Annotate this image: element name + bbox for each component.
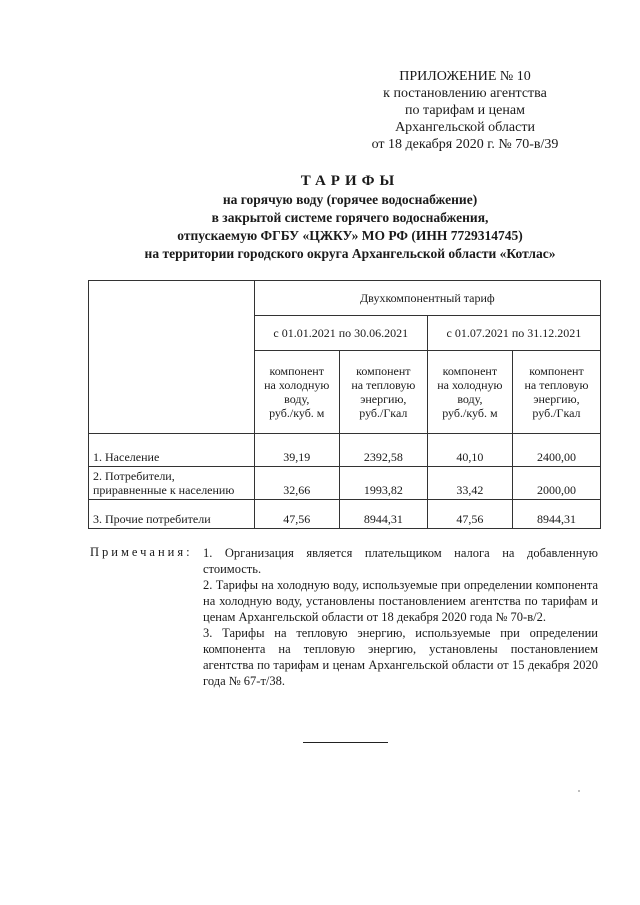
appendix-ref-line: к постановлению агентства bbox=[383, 86, 547, 101]
component-heat-header: компонент на тепловую энергию, руб./Гкал bbox=[339, 351, 427, 434]
appendix-block bbox=[340, 68, 590, 153]
tariff-value: 2400,00 bbox=[512, 434, 600, 467]
period-header: с 01.07.2021 по 31.12.2021 bbox=[427, 316, 600, 351]
title-line: на территории городского округа Архангельской области «Котлас» bbox=[144, 246, 556, 261]
note-item: 1. Организация является плательщиком налога на добавленную стоимость. bbox=[203, 546, 598, 576]
tariff-value: 2000,00 bbox=[512, 467, 600, 500]
tariff-value: 1993,82 bbox=[339, 467, 427, 500]
period-header: с 01.01.2021 по 30.06.2021 bbox=[254, 316, 427, 351]
tariff-value: 40,10 bbox=[427, 434, 512, 467]
appendix-number: ПРИЛОЖЕНИЕ № 10 bbox=[399, 69, 531, 84]
scan-speck bbox=[578, 790, 580, 792]
table-row bbox=[89, 467, 601, 500]
row-category: 1. Население bbox=[89, 434, 255, 467]
tariff-value: 47,56 bbox=[254, 500, 339, 529]
tariff-value: 2392,58 bbox=[339, 434, 427, 467]
appendix-ref-line: по тарифам и ценам bbox=[405, 103, 525, 118]
document-title bbox=[60, 172, 640, 263]
table-row bbox=[89, 500, 601, 529]
note-item: 2. Тарифы на холодную воду, используемые при определении компонента на холодную воду, установлены постановлением агентства по тарифам и ценам Архангельской области от 18 декабря 2020 года № 70-в/2. bbox=[203, 578, 598, 624]
title-line: отпускаемую ФГБУ «ЦЖКУ» МО РФ (ИНН 7729314745) bbox=[177, 228, 523, 243]
tariff-value: 32,66 bbox=[254, 467, 339, 500]
appendix-ref-line: Архангельской области bbox=[395, 120, 535, 135]
note-item: 3. Тарифы на тепловую энергию, используемые при определении компонента на тепловую энергию, установлены постановлением агентства по тарифам и ценам Архангельской области от 15 декабря 2020 года № 67-т/38. bbox=[203, 626, 598, 688]
tariff-type-header: Двухкомпонентный тариф bbox=[254, 281, 600, 316]
notes-label: Примечания: bbox=[90, 545, 193, 559]
title-line: на горячую воду (горячее водоснабжение) bbox=[222, 192, 478, 207]
appendix-date: от 18 декабря 2020 г. № 70-в/39 bbox=[371, 137, 559, 152]
row-category: 2. Потребители, приравненные к населению bbox=[89, 467, 255, 500]
component-cold-header: компонент на холодную воду, руб./куб. м bbox=[427, 351, 512, 434]
component-heat-header: компонент на тепловую энергию, руб./Гкал bbox=[512, 351, 600, 434]
tariff-value: 8944,31 bbox=[512, 500, 600, 529]
tariff-value: 33,42 bbox=[427, 467, 512, 500]
tariff-value: 39,19 bbox=[254, 434, 339, 467]
table-row bbox=[89, 434, 601, 467]
title-line: в закрытой системе горячего водоснабжения, bbox=[211, 210, 489, 225]
tariff-table bbox=[88, 280, 601, 529]
table-corner-cell bbox=[89, 281, 255, 434]
tariff-value: 47,56 bbox=[427, 500, 512, 529]
notes-list bbox=[203, 545, 598, 689]
closing-divider bbox=[303, 742, 388, 743]
row-category: 3. Прочие потребители bbox=[89, 500, 255, 529]
component-cold-header: компонент на холодную воду, руб./куб. м bbox=[254, 351, 339, 434]
tariff-value: 8944,31 bbox=[339, 500, 427, 529]
title-heading: ТАРИФЫ bbox=[300, 173, 400, 189]
